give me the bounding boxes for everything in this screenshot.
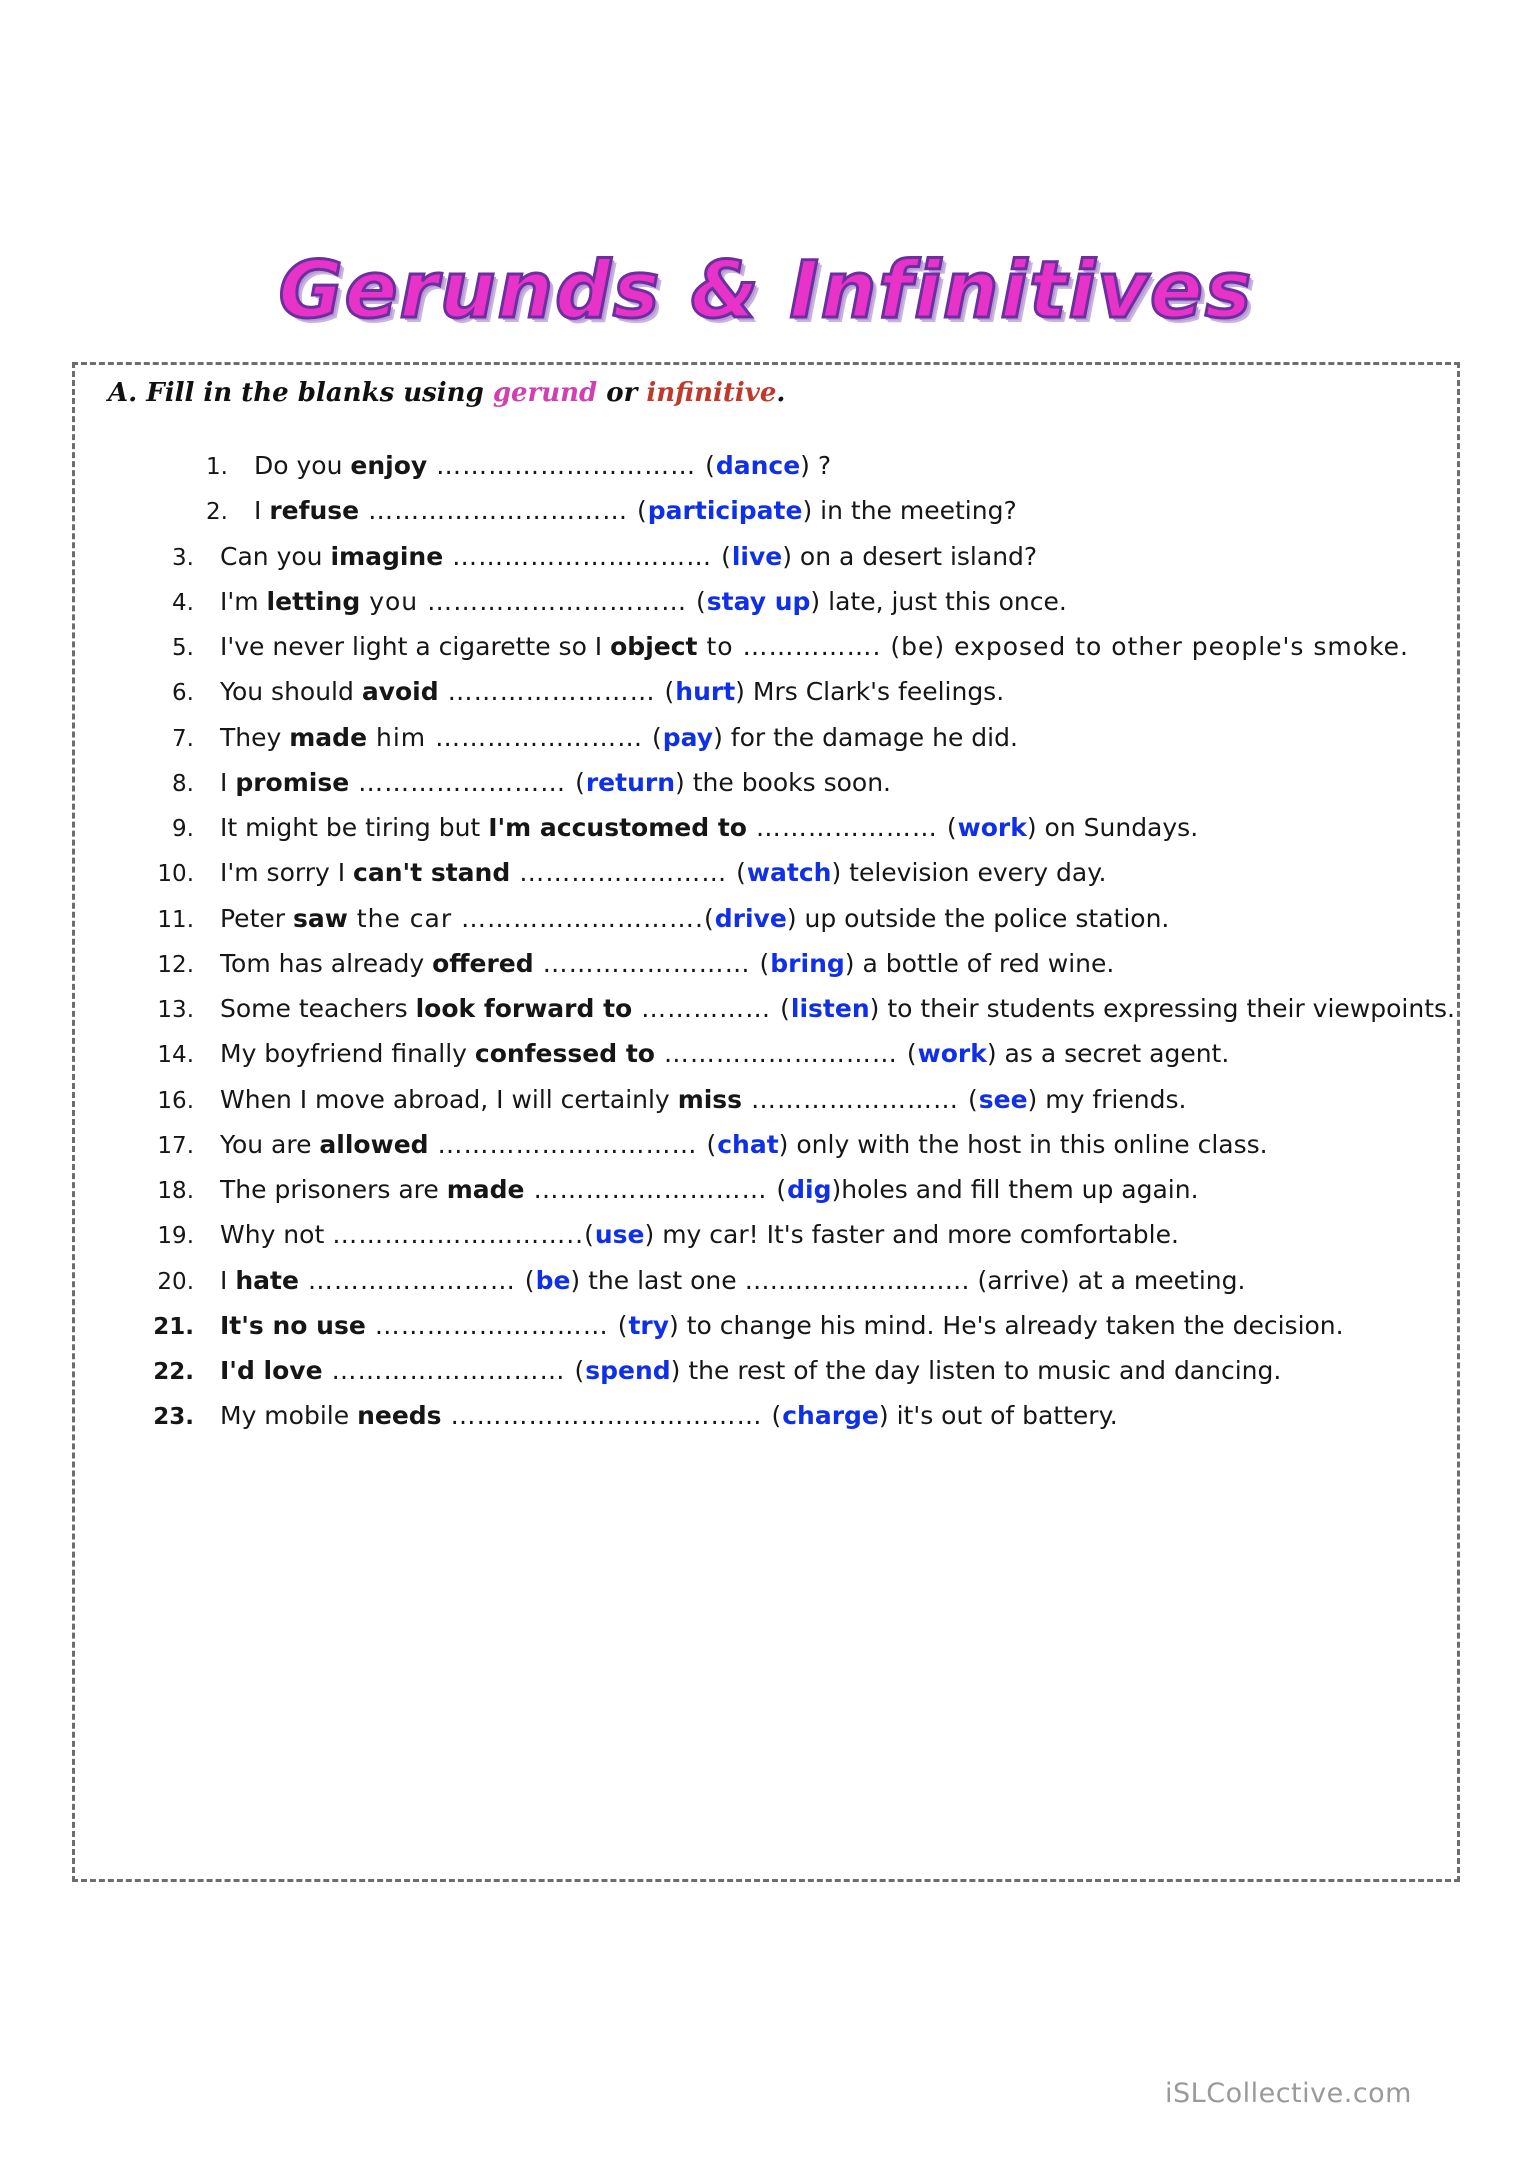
- exercise-verb-cue: see: [978, 1084, 1028, 1114]
- exercise-text: [220, 541, 1428, 572]
- page-title: Gerunds & Infinitives: [278, 246, 1254, 336]
- exercise-row: [108, 1265, 1428, 1297]
- exercise-number: 8.: [172, 770, 194, 797]
- exercise-row: [108, 1174, 1428, 1206]
- exercise-blank[interactable]: ………………………… (: [359, 496, 648, 526]
- instruction-prefix: A. Fill in the blanks using: [108, 378, 493, 408]
- exercise-number: 5.: [172, 635, 194, 661]
- exercise-blank[interactable]: …………………… (: [742, 1084, 979, 1114]
- exercise-verb-cue: pay: [662, 722, 714, 752]
- exercise-number: 1.: [206, 454, 228, 480]
- exercise-keyword: object: [610, 632, 698, 661]
- exercise-text: [220, 767, 1428, 798]
- exercise-text: [220, 1174, 1428, 1205]
- exercise-prefix-text: Can you: [220, 541, 331, 571]
- exercise-row: [108, 903, 1428, 935]
- instruction-line: [108, 378, 785, 408]
- exercise-blank[interactable]: ………………………… (: [443, 541, 732, 571]
- exercise-text: [220, 1265, 1428, 1296]
- exercise-row: [108, 1310, 1428, 1342]
- exercise-suffix-text: ) on a desert island?: [782, 541, 1038, 571]
- exercise-number: 9.: [172, 816, 194, 842]
- exercise-keyword: can't stand: [353, 858, 511, 888]
- exercise-row: [108, 1355, 1428, 1387]
- exercise-row: [108, 450, 1428, 482]
- exercise-prefix-text: When I move abroad, I will certainly: [220, 1084, 678, 1114]
- exercise-keyword: avoid: [361, 677, 439, 707]
- exercise-number: 23.: [153, 1404, 194, 1431]
- exercise-prefix-text: My mobile: [220, 1401, 358, 1431]
- exercise-verb-cue: hurt: [675, 677, 736, 707]
- exercise-blank[interactable]: ………………………… (: [428, 1129, 718, 1159]
- exercise-prefix-text: My boyfriend finally: [220, 1039, 475, 1069]
- exercise-keyword: confessed to: [474, 1039, 655, 1069]
- exercise-verb-cue: use: [594, 1220, 645, 1250]
- exercise-text: [254, 495, 1428, 526]
- exercise-suffix-text: ) it's out of battery.: [878, 1401, 1118, 1431]
- exercise-prefix-text: You are: [220, 1129, 320, 1159]
- exercise-prefix-text: Peter: [220, 903, 293, 933]
- exercise-number: 13.: [157, 997, 194, 1023]
- exercise-text: [220, 993, 1455, 1024]
- exercise-keyword: needs: [357, 1401, 442, 1431]
- exercise-prefix-text: I'm: [220, 586, 267, 616]
- exercise-number: 18.: [157, 1178, 194, 1204]
- exercise-keyword: enjoy: [350, 451, 428, 480]
- exercise-suffix-text: ) my car! It's faster and more comfortable.: [644, 1220, 1179, 1250]
- exercise-verb-cue: try: [628, 1310, 670, 1340]
- exercise-blank[interactable]: ……………………… (: [365, 1310, 629, 1340]
- exercise-blank[interactable]: …………………… (: [438, 677, 676, 707]
- exercise-row: [108, 676, 1428, 708]
- worksheet-title-wrap: [0, 246, 1532, 336]
- exercise-keyword: I'd love: [220, 1356, 323, 1385]
- instruction-gerund: gerund: [492, 378, 598, 408]
- exercise-suffix-text: ) late, just this once.: [810, 586, 1067, 616]
- exercise-keyword: refuse: [269, 496, 360, 526]
- exercise-prefix-text: I: [220, 1265, 236, 1295]
- instruction-suffix: .: [776, 378, 786, 408]
- exercise-number: 19.: [157, 1223, 194, 1250]
- exercise-number: 20.: [157, 1268, 194, 1295]
- exercise-verb-cue: dance: [715, 451, 801, 480]
- exercise-number: 6.: [172, 680, 194, 707]
- exercise-prefix-text: I've never light a cigarette so I: [220, 632, 611, 661]
- exercise-row: [108, 767, 1428, 799]
- exercise-verb-cue: watch: [746, 858, 832, 888]
- exercise-number: 12.: [157, 951, 194, 978]
- exercise-verb-cue: be: [535, 1265, 571, 1295]
- exercise-text: [220, 631, 1428, 662]
- exercise-blank[interactable]: you ………………………… (: [360, 586, 707, 616]
- exercise-text: [220, 812, 1428, 843]
- exercise-suffix-text: ) to their students expressing their viewpoints.: [869, 994, 1455, 1023]
- exercise-prefix-text: Do you: [254, 451, 351, 480]
- exercise-row: [108, 1129, 1428, 1161]
- exercise-keyword: made: [446, 1175, 525, 1204]
- exercise-keyword: made: [289, 722, 368, 752]
- exercise-row: [108, 541, 1428, 573]
- exercise-keyword: I'm accustomed to: [488, 813, 747, 842]
- exercise-keyword: saw: [292, 903, 348, 933]
- exercise-blank[interactable]: ………………… (: [746, 813, 958, 842]
- exercise-prefix-text: They: [220, 722, 290, 752]
- exercise-blank[interactable]: the car ……………………….(: [347, 903, 715, 933]
- exercise-suffix-text: ) for the damage he did.: [713, 722, 1018, 752]
- exercise-text: [220, 903, 1428, 934]
- exercise-suffix-text: ) the books soon.: [675, 767, 892, 797]
- exercise-text: [220, 1355, 1428, 1386]
- exercise-verb-cue: charge: [782, 1401, 879, 1431]
- exercise-number: 4.: [172, 589, 194, 616]
- exercise-text: [220, 1310, 1428, 1341]
- exercise-prefix-text: Why not: [220, 1220, 333, 1250]
- exercise-keyword: It's no use: [220, 1310, 366, 1340]
- exercise-number: 14.: [157, 1042, 194, 1069]
- exercise-prefix-text: The prisoners are: [220, 1175, 447, 1204]
- exercise-prefix-text: Some teachers: [220, 994, 416, 1023]
- exercise-suffix-text: ) a bottle of red wine.: [844, 948, 1115, 978]
- exercise-prefix-text: You should: [220, 677, 362, 707]
- exercise-text: [220, 676, 1428, 707]
- exercise-keyword: letting: [266, 586, 361, 616]
- exercise-verb-cue: stay up: [706, 586, 811, 616]
- exercise-text: [254, 450, 1428, 481]
- exercise-text: [220, 722, 1428, 753]
- exercise-blank[interactable]: to ……………. (be) exposed to other people's smoke.: [697, 632, 1409, 661]
- exercise-blank[interactable]: ……………………… (: [654, 1039, 918, 1069]
- exercise-suffix-text: ) up outside the police station.: [786, 903, 1170, 933]
- exercise-prefix-text: I: [220, 767, 236, 797]
- exercise-verb-cue: listen: [790, 994, 870, 1023]
- exercise-row: [108, 993, 1455, 1025]
- exercise-row: [108, 1084, 1428, 1116]
- exercise-suffix-text: ) ?: [800, 451, 832, 480]
- exercise-prefix-text: Tom has already: [220, 948, 433, 978]
- exercise-suffix-text: ) Mrs Clark's feelings.: [735, 677, 1005, 707]
- exercise-suffix-text: ) to change his mind. He's already taken the decision.: [669, 1310, 1344, 1340]
- exercise-suffix-text: ) television every day.: [831, 858, 1107, 888]
- exercise-suffix-text: )holes and fill them up again.: [831, 1175, 1199, 1204]
- exercise-number: 3.: [172, 544, 194, 571]
- exercise-verb-cue: participate: [647, 496, 803, 526]
- exercise-text: [220, 1084, 1428, 1115]
- exercise-verb-cue: bring: [770, 948, 845, 978]
- exercise-number: 7.: [172, 725, 194, 752]
- exercise-text: [220, 948, 1428, 979]
- exercise-row: [108, 586, 1428, 618]
- instruction-middle: or: [597, 378, 647, 408]
- exercise-suffix-text: ) the rest of the day listen to music and dancing.: [670, 1356, 1282, 1385]
- exercise-suffix-text: ) as a secret agent.: [986, 1039, 1230, 1069]
- exercise-row: [108, 1038, 1428, 1070]
- exercise-number: 2.: [206, 499, 228, 526]
- exercise-text: [220, 586, 1428, 617]
- exercise-text: [220, 857, 1428, 888]
- exercise-keyword: hate: [235, 1265, 299, 1295]
- exercise-blank[interactable]: …………… (: [632, 994, 791, 1023]
- exercise-keyword: allowed: [319, 1129, 429, 1159]
- exercise-verb-cue: chat: [717, 1129, 779, 1159]
- exercise-number: 21.: [153, 1313, 194, 1340]
- exercise-number: 10.: [157, 861, 194, 888]
- exercise-verb-cue: dig: [787, 1175, 832, 1204]
- exercise-prefix-text: I: [254, 496, 270, 526]
- exercise-row: [108, 495, 1428, 527]
- exercise-blank[interactable]: …………………… (: [510, 858, 747, 888]
- exercise-keyword: offered: [432, 948, 534, 978]
- exercise-keyword: look forward to: [415, 994, 633, 1023]
- exercise-row: [108, 722, 1428, 754]
- exercise-blank[interactable]: …………………… (: [349, 767, 586, 797]
- exercise-suffix-text: ) my friends.: [1027, 1084, 1187, 1114]
- exercise-text: [220, 1129, 1428, 1160]
- exercise-verb-cue: spend: [585, 1356, 671, 1385]
- exercise-prefix-text: I'm sorry I: [220, 858, 354, 888]
- exercise-row: [108, 631, 1428, 663]
- exercise-suffix-text: ) only with the host in this online class.: [778, 1129, 1268, 1159]
- exercise-suffix-text: ) the last one ……………………… (arrive) at a meeting.: [570, 1265, 1246, 1295]
- exercise-row: [108, 1400, 1428, 1432]
- exercise-text: [220, 1400, 1428, 1431]
- exercise-row: [108, 948, 1428, 980]
- exercise-row: [108, 1219, 1428, 1251]
- exercise-number: 17.: [157, 1132, 194, 1159]
- exercise-blank[interactable]: …………………… (: [298, 1265, 536, 1295]
- exercise-keyword: miss: [677, 1084, 743, 1114]
- exercise-number: 16.: [157, 1087, 194, 1114]
- exercise-number: 11.: [157, 906, 194, 933]
- exercise-verb-cue: live: [731, 541, 783, 571]
- exercise-keyword: promise: [235, 767, 350, 797]
- exercise-row: [108, 857, 1428, 889]
- exercise-verb-cue: work: [917, 1039, 987, 1069]
- exercise-blank[interactable]: ………………………..(: [332, 1220, 595, 1250]
- exercise-blank[interactable]: ……………………… (: [524, 1175, 788, 1204]
- site-watermark: iSLCollective.com: [1165, 2078, 1412, 2109]
- exercise-row: [108, 812, 1428, 844]
- exercise-verb-cue: drive: [714, 903, 787, 933]
- exercise-suffix-text: ) on Sundays.: [1026, 813, 1199, 842]
- exercise-prefix-text: It might be tiring but: [220, 813, 489, 842]
- exercise-blank[interactable]: ……………………………… (: [441, 1401, 783, 1431]
- exercise-verb-cue: return: [585, 767, 676, 797]
- exercise-blank[interactable]: ……………………… (: [322, 1356, 586, 1385]
- exercise-keyword: imagine: [330, 541, 444, 571]
- instruction-infinitive: infinitive: [646, 378, 777, 408]
- exercise-blank[interactable]: …………………… (: [533, 948, 771, 978]
- exercise-text: [220, 1219, 1428, 1250]
- exercise-verb-cue: work: [957, 813, 1027, 842]
- exercise-suffix-text: ) in the meeting?: [802, 496, 1017, 526]
- exercise-text: [220, 1038, 1428, 1069]
- exercise-blank[interactable]: ………………………… (: [427, 451, 716, 480]
- exercise-list: [108, 450, 1455, 1446]
- exercise-blank[interactable]: him …………………… (: [367, 722, 663, 752]
- exercise-number: 22.: [153, 1359, 194, 1385]
